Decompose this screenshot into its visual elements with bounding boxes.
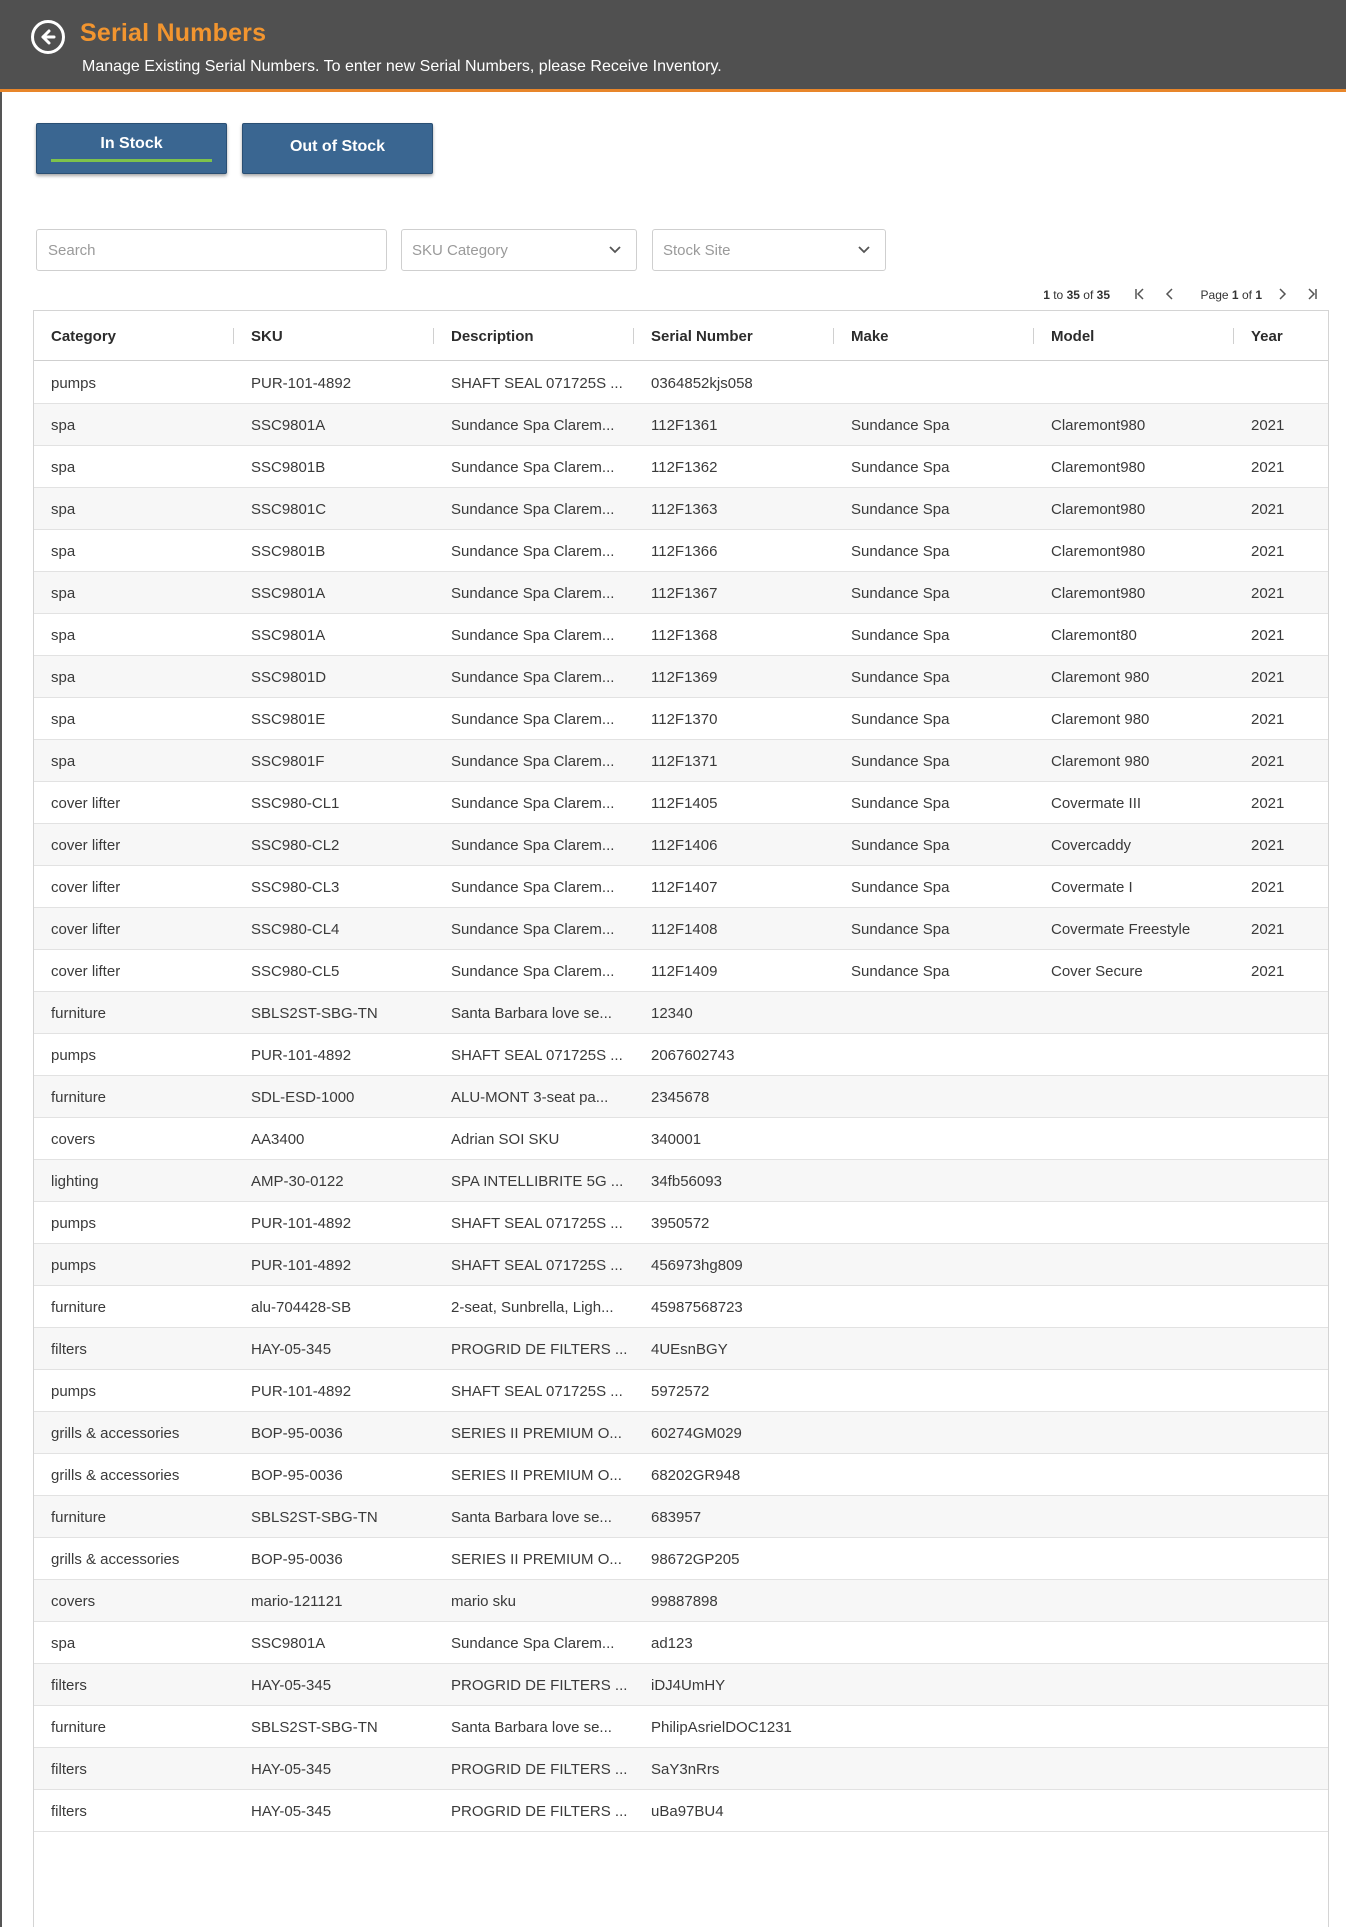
cell-description: SHAFT SEAL 071725S ... — [451, 1383, 623, 1400]
cell-description: PROGRID DE FILTERS ... — [451, 1761, 628, 1778]
column-separator[interactable] — [633, 328, 634, 344]
table-row[interactable] — [34, 488, 1328, 530]
cell-category: pumps — [51, 1047, 97, 1064]
column-header-year[interactable]: Year — [1251, 328, 1283, 345]
cell-sku: SSC9801A — [251, 627, 326, 644]
cell-serial-number: 2067602743 — [651, 1047, 735, 1064]
cell-serial-number: 112F1370 — [651, 711, 718, 728]
cell-model: Claremont980 — [1051, 417, 1146, 434]
cell-make: Sundance Spa — [851, 417, 950, 434]
cell-sku: PUR-101-4892 — [251, 1047, 352, 1064]
cell-category: spa — [51, 501, 76, 518]
search-input[interactable] — [36, 229, 387, 271]
cell-model: Claremont980 — [1051, 459, 1146, 476]
cell-serial-number: 12340 — [651, 1005, 693, 1022]
table-row[interactable] — [34, 1454, 1328, 1496]
table-row[interactable] — [34, 1748, 1328, 1790]
page-header — [0, 0, 1346, 92]
cell-year: 2021 — [1251, 795, 1285, 812]
cell-category: spa — [51, 543, 76, 560]
cell-model: Claremont980 — [1051, 501, 1146, 518]
table-row[interactable] — [34, 1160, 1328, 1202]
column-header-serial-number[interactable]: Serial Number — [651, 328, 753, 345]
table-row[interactable] — [34, 1328, 1328, 1370]
cell-model: Covermate I — [1051, 879, 1133, 896]
cell-year: 2021 — [1251, 417, 1285, 434]
table-row[interactable] — [34, 656, 1328, 698]
cell-serial-number: 683957 — [651, 1509, 702, 1526]
cell-category: furniture — [51, 1005, 107, 1022]
cell-description: Sundance Spa Clarem... — [451, 585, 615, 602]
page-title: Serial Numbers — [80, 19, 267, 47]
cell-sku: SBLS2ST-SBG-TN — [251, 1509, 378, 1526]
cell-category: covers — [51, 1131, 96, 1148]
grid-header — [34, 311, 1328, 361]
row-count: 1 to 35 of 35 — [1043, 288, 1110, 302]
table-row[interactable] — [34, 1412, 1328, 1454]
cell-category: spa — [51, 711, 76, 728]
cell-description: SHAFT SEAL 071725S ... — [451, 375, 623, 392]
next-page-icon[interactable] — [1274, 286, 1290, 302]
cell-sku: SSC980-CL5 — [251, 963, 340, 980]
column-separator[interactable] — [433, 328, 434, 344]
column-header-model[interactable]: Model — [1051, 328, 1095, 345]
table-row[interactable] — [34, 740, 1328, 782]
cell-year: 2021 — [1251, 501, 1285, 518]
cell-description: SHAFT SEAL 071725S ... — [451, 1047, 623, 1064]
cell-serial-number: 112F1371 — [651, 753, 718, 770]
cell-serial-number: 0364852kjs058 — [651, 375, 753, 392]
table-row[interactable] — [34, 698, 1328, 740]
cell-description: Sundance Spa Clarem... — [451, 459, 615, 476]
cell-description: Santa Barbara love se... — [451, 1509, 612, 1526]
cell-sku: SSC9801A — [251, 1635, 326, 1652]
table-row[interactable] — [34, 404, 1328, 446]
cell-make: Sundance Spa — [851, 711, 950, 728]
cell-sku: SSC9801A — [251, 585, 326, 602]
cell-serial-number: 112F1366 — [651, 543, 718, 560]
cell-serial-number: 4UEsnBGY — [651, 1341, 728, 1358]
cell-serial-number: ad123 — [651, 1635, 693, 1652]
cell-year: 2021 — [1251, 543, 1285, 560]
cell-category: spa — [51, 585, 76, 602]
cell-description: Sundance Spa Clarem... — [451, 921, 615, 938]
chevron-down-icon — [857, 245, 871, 255]
cell-description: SHAFT SEAL 071725S ... — [451, 1257, 623, 1274]
cell-serial-number: 112F1363 — [651, 501, 718, 518]
table-row[interactable] — [34, 572, 1328, 614]
cell-year: 2021 — [1251, 627, 1285, 644]
cell-category: grills & accessories — [51, 1425, 180, 1442]
cell-category: filters — [51, 1341, 87, 1358]
cell-year: 2021 — [1251, 711, 1285, 728]
cell-category: spa — [51, 669, 76, 686]
cell-description: Sundance Spa Clarem... — [451, 795, 615, 812]
cell-serial-number: 2345678 — [651, 1089, 710, 1106]
table-row[interactable] — [34, 1622, 1328, 1664]
cell-description: Sundance Spa Clarem... — [451, 963, 615, 980]
cell-serial-number: uBa97BU4 — [651, 1803, 724, 1820]
tab-out-of-stock-label: Out of Stock — [289, 138, 386, 155]
cell-serial-number: 99887898 — [651, 1593, 718, 1610]
cell-year: 2021 — [1251, 879, 1285, 896]
cell-description: SERIES II PREMIUM O... — [451, 1467, 622, 1484]
cell-year: 2021 — [1251, 837, 1285, 854]
table-row[interactable] — [34, 1496, 1328, 1538]
cell-sku: SSC9801B — [251, 543, 326, 560]
tab-out-of-stock[interactable] — [242, 123, 433, 174]
column-separator[interactable] — [233, 328, 234, 344]
cell-description: 2-seat, Sunbrella, Ligh... — [451, 1299, 614, 1316]
cell-sku: PUR-101-4892 — [251, 1257, 352, 1274]
cell-model: Claremont980 — [1051, 543, 1146, 560]
cell-category: pumps — [51, 375, 97, 392]
cell-category: spa — [51, 627, 76, 644]
cell-sku: SSC9801A — [251, 417, 326, 434]
cell-make: Sundance Spa — [851, 543, 950, 560]
table-row[interactable] — [34, 530, 1328, 572]
cell-sku: SBLS2ST-SBG-TN — [251, 1719, 378, 1736]
cell-category: cover lifter — [51, 837, 121, 854]
cell-serial-number: 112F1367 — [651, 585, 718, 602]
cell-category: grills & accessories — [51, 1467, 180, 1484]
cell-category: cover lifter — [51, 879, 121, 896]
cell-category: furniture — [51, 1089, 107, 1106]
cell-serial-number: 68202GR948 — [651, 1467, 741, 1484]
cell-serial-number: 112F1362 — [651, 459, 718, 476]
cell-year: 2021 — [1251, 459, 1285, 476]
cell-sku: SSC980-CL2 — [251, 837, 340, 854]
stock-site-value: Stock Site — [663, 242, 731, 259]
table-row[interactable] — [34, 1118, 1328, 1160]
first-page-icon[interactable] — [1132, 286, 1148, 302]
cell-sku: SSC9801E — [251, 711, 326, 728]
table-row[interactable] — [34, 1538, 1328, 1580]
cell-description: SHAFT SEAL 071725S ... — [451, 1215, 623, 1232]
pagination-bar — [1000, 284, 1320, 304]
table-row[interactable] — [34, 950, 1328, 992]
cell-sku: PUR-101-4892 — [251, 1383, 352, 1400]
cell-model: Covermate Freestyle — [1051, 921, 1191, 938]
table-row[interactable] — [34, 1580, 1328, 1622]
cell-category: pumps — [51, 1383, 97, 1400]
cell-make: Sundance Spa — [851, 669, 950, 686]
cell-category: pumps — [51, 1257, 97, 1274]
cell-year: 2021 — [1251, 585, 1285, 602]
table-row[interactable] — [34, 866, 1328, 908]
cell-serial-number: 112F1409 — [651, 963, 718, 980]
cell-serial-number: 112F1368 — [651, 627, 718, 644]
cell-category: grills & accessories — [51, 1551, 180, 1568]
cell-sku: PUR-101-4892 — [251, 1215, 352, 1232]
window-left-border — [0, 0, 2, 1927]
column-header-category[interactable]: Category — [51, 328, 117, 345]
cell-description: Adrian SOI SKU — [451, 1131, 560, 1148]
cell-description: PROGRID DE FILTERS ... — [451, 1803, 628, 1820]
cell-serial-number: 60274GM029 — [651, 1425, 742, 1442]
cell-description: Sundance Spa Clarem... — [451, 1635, 615, 1652]
page-subtitle: Manage Existing Serial Numbers. To enter new Serial Numbers, please Receive Inventory. — [82, 58, 722, 75]
sku-category-select[interactable] — [401, 229, 637, 271]
cell-description: SPA INTELLIBRITE 5G ... — [451, 1173, 624, 1190]
cell-description: Sundance Spa Clarem... — [451, 501, 615, 518]
cell-category: spa — [51, 417, 76, 434]
cell-year: 2021 — [1251, 963, 1285, 980]
cell-description: Sundance Spa Clarem... — [451, 753, 615, 770]
table-row[interactable] — [34, 614, 1328, 656]
cell-make: Sundance Spa — [851, 585, 950, 602]
cell-serial-number: iDJ4UmHY — [651, 1677, 726, 1694]
cell-category: filters — [51, 1761, 87, 1778]
cell-make: Sundance Spa — [851, 921, 950, 938]
page-indicator: Page 1 of 1 — [1200, 288, 1262, 302]
table-row[interactable] — [34, 1370, 1328, 1412]
cell-serial-number: SaY3nRrs — [651, 1761, 720, 1778]
column-header-description[interactable]: Description — [451, 328, 534, 345]
cell-serial-number: 112F1405 — [651, 795, 718, 812]
cell-sku: HAY-05-345 — [251, 1803, 332, 1820]
column-separator[interactable] — [1233, 328, 1234, 344]
cell-serial-number: 456973hg809 — [651, 1257, 743, 1274]
table-row[interactable] — [34, 1076, 1328, 1118]
column-separator[interactable] — [1033, 328, 1034, 344]
cell-sku: SSC9801B — [251, 459, 326, 476]
back-button[interactable] — [31, 20, 65, 54]
cell-sku: BOP-95-0036 — [251, 1425, 343, 1442]
cell-description: PROGRID DE FILTERS ... — [451, 1341, 628, 1358]
cell-category: filters — [51, 1677, 87, 1694]
cell-category: cover lifter — [51, 921, 121, 938]
cell-make: Sundance Spa — [851, 459, 950, 476]
chevron-down-icon — [608, 245, 622, 255]
cell-year: 2021 — [1251, 921, 1285, 938]
cell-make: Sundance Spa — [851, 963, 950, 980]
cell-category: pumps — [51, 1215, 97, 1232]
cell-sku: HAY-05-345 — [251, 1761, 332, 1778]
cell-sku: alu-704428-SB — [251, 1299, 352, 1316]
cell-description: PROGRID DE FILTERS ... — [451, 1677, 628, 1694]
cell-sku: SBLS2ST-SBG-TN — [251, 1005, 378, 1022]
circle-arrow-left-icon — [38, 27, 58, 47]
cell-serial-number: 98672GP205 — [651, 1551, 740, 1568]
table-row[interactable] — [34, 908, 1328, 950]
table-row[interactable] — [34, 1664, 1328, 1706]
cell-description: Santa Barbara love se... — [451, 1719, 612, 1736]
cell-sku: BOP-95-0036 — [251, 1551, 343, 1568]
cell-make: Sundance Spa — [851, 795, 950, 812]
table-row[interactable] — [34, 1790, 1328, 1832]
cell-model: Claremont80 — [1051, 627, 1137, 644]
cell-description: Sundance Spa Clarem... — [451, 837, 615, 854]
cell-category: furniture — [51, 1719, 107, 1736]
table-row[interactable] — [34, 824, 1328, 866]
cell-sku: mario-121121 — [251, 1593, 343, 1610]
cell-sku: AMP-30-0122 — [251, 1173, 344, 1190]
cell-sku: SSC980-CL1 — [251, 795, 340, 812]
column-separator[interactable] — [833, 328, 834, 344]
cell-serial-number: 3950572 — [651, 1215, 710, 1232]
table-row[interactable] — [34, 1244, 1328, 1286]
cell-serial-number: PhilipAsrielDOC1231 — [651, 1719, 792, 1736]
table-row[interactable] — [34, 992, 1328, 1034]
sku-category-value: SKU Category — [412, 242, 508, 259]
cell-model: Claremont980 — [1051, 585, 1146, 602]
cell-description: Sundance Spa Clarem... — [451, 543, 615, 560]
cell-make: Sundance Spa — [851, 753, 950, 770]
cell-serial-number: 112F1369 — [651, 669, 718, 686]
column-header-make[interactable]: Make — [851, 328, 889, 345]
cell-serial-number: 112F1361 — [651, 417, 718, 434]
cell-description: SERIES II PREMIUM O... — [451, 1551, 622, 1568]
cell-sku: SSC9801D — [251, 669, 327, 686]
cell-category: spa — [51, 459, 76, 476]
cell-make: Sundance Spa — [851, 501, 950, 518]
cell-serial-number: 45987568723 — [651, 1299, 743, 1316]
cell-category: cover lifter — [51, 963, 121, 980]
cell-sku: BOP-95-0036 — [251, 1467, 343, 1484]
cell-sku: SSC980-CL4 — [251, 921, 340, 938]
cell-serial-number: 5972572 — [651, 1383, 710, 1400]
table-row[interactable] — [34, 362, 1328, 404]
cell-year: 2021 — [1251, 669, 1285, 686]
cell-category: spa — [51, 1635, 76, 1652]
cell-sku: HAY-05-345 — [251, 1341, 332, 1358]
cell-description: Sundance Spa Clarem... — [451, 879, 615, 896]
cell-model: Covermate III — [1051, 795, 1142, 812]
cell-description: Sundance Spa Clarem... — [451, 627, 615, 644]
cell-sku: AA3400 — [251, 1131, 305, 1148]
cell-sku: SSC980-CL3 — [251, 879, 340, 896]
cell-description: Sundance Spa Clarem... — [451, 669, 615, 686]
last-page-icon[interactable] — [1304, 286, 1320, 302]
cell-serial-number: 112F1408 — [651, 921, 718, 938]
cell-category: covers — [51, 1593, 96, 1610]
tab-in-stock[interactable] — [36, 123, 227, 174]
cell-category: cover lifter — [51, 795, 121, 812]
cell-make: Sundance Spa — [851, 627, 950, 644]
cell-serial-number: 340001 — [651, 1131, 702, 1148]
cell-sku: PUR-101-4892 — [251, 375, 352, 392]
stock-site-select[interactable] — [652, 229, 886, 271]
cell-sku: HAY-05-345 — [251, 1677, 332, 1694]
cell-category: filters — [51, 1803, 87, 1820]
cell-make: Sundance Spa — [851, 837, 950, 854]
previous-page-icon[interactable] — [1162, 286, 1178, 302]
cell-sku: SSC9801F — [251, 753, 325, 770]
cell-category: furniture — [51, 1509, 107, 1526]
cell-description: ALU-MONT 3-seat pa... — [451, 1089, 609, 1106]
cell-category: furniture — [51, 1299, 107, 1316]
cell-category: lighting — [51, 1173, 99, 1190]
cell-description: mario sku — [451, 1593, 517, 1610]
cell-description: Santa Barbara love se... — [451, 1005, 612, 1022]
cell-description: SERIES II PREMIUM O... — [451, 1425, 622, 1442]
cell-make: Sundance Spa — [851, 879, 950, 896]
table-row[interactable] — [34, 1286, 1328, 1328]
column-header-sku[interactable]: SKU — [251, 328, 283, 345]
cell-serial-number: 112F1406 — [651, 837, 718, 854]
cell-description: Sundance Spa Clarem... — [451, 417, 615, 434]
cell-serial-number: 112F1407 — [651, 879, 718, 896]
tab-in-stock-label: In Stock — [100, 135, 163, 152]
table-row[interactable] — [34, 446, 1328, 488]
table-row[interactable] — [34, 782, 1328, 824]
cell-description: Sundance Spa Clarem... — [451, 711, 615, 728]
serial-numbers-grid — [33, 310, 1329, 1927]
cell-sku: SSC9801C — [251, 501, 327, 518]
table-row[interactable] — [34, 1034, 1328, 1076]
table-row[interactable] — [34, 1706, 1328, 1748]
table-row[interactable] — [34, 1202, 1328, 1244]
cell-sku: SDL-ESD-1000 — [251, 1089, 355, 1106]
cell-model: Claremont 980 — [1051, 711, 1150, 728]
cell-year: 2021 — [1251, 753, 1285, 770]
cell-model: Covercaddy — [1051, 837, 1132, 854]
cell-model: Claremont 980 — [1051, 753, 1150, 770]
cell-model: Cover Secure — [1051, 963, 1143, 980]
active-tab-indicator — [51, 159, 212, 162]
cell-serial-number: 34fb56093 — [651, 1173, 722, 1190]
cell-model: Claremont 980 — [1051, 669, 1150, 686]
cell-category: spa — [51, 753, 76, 770]
